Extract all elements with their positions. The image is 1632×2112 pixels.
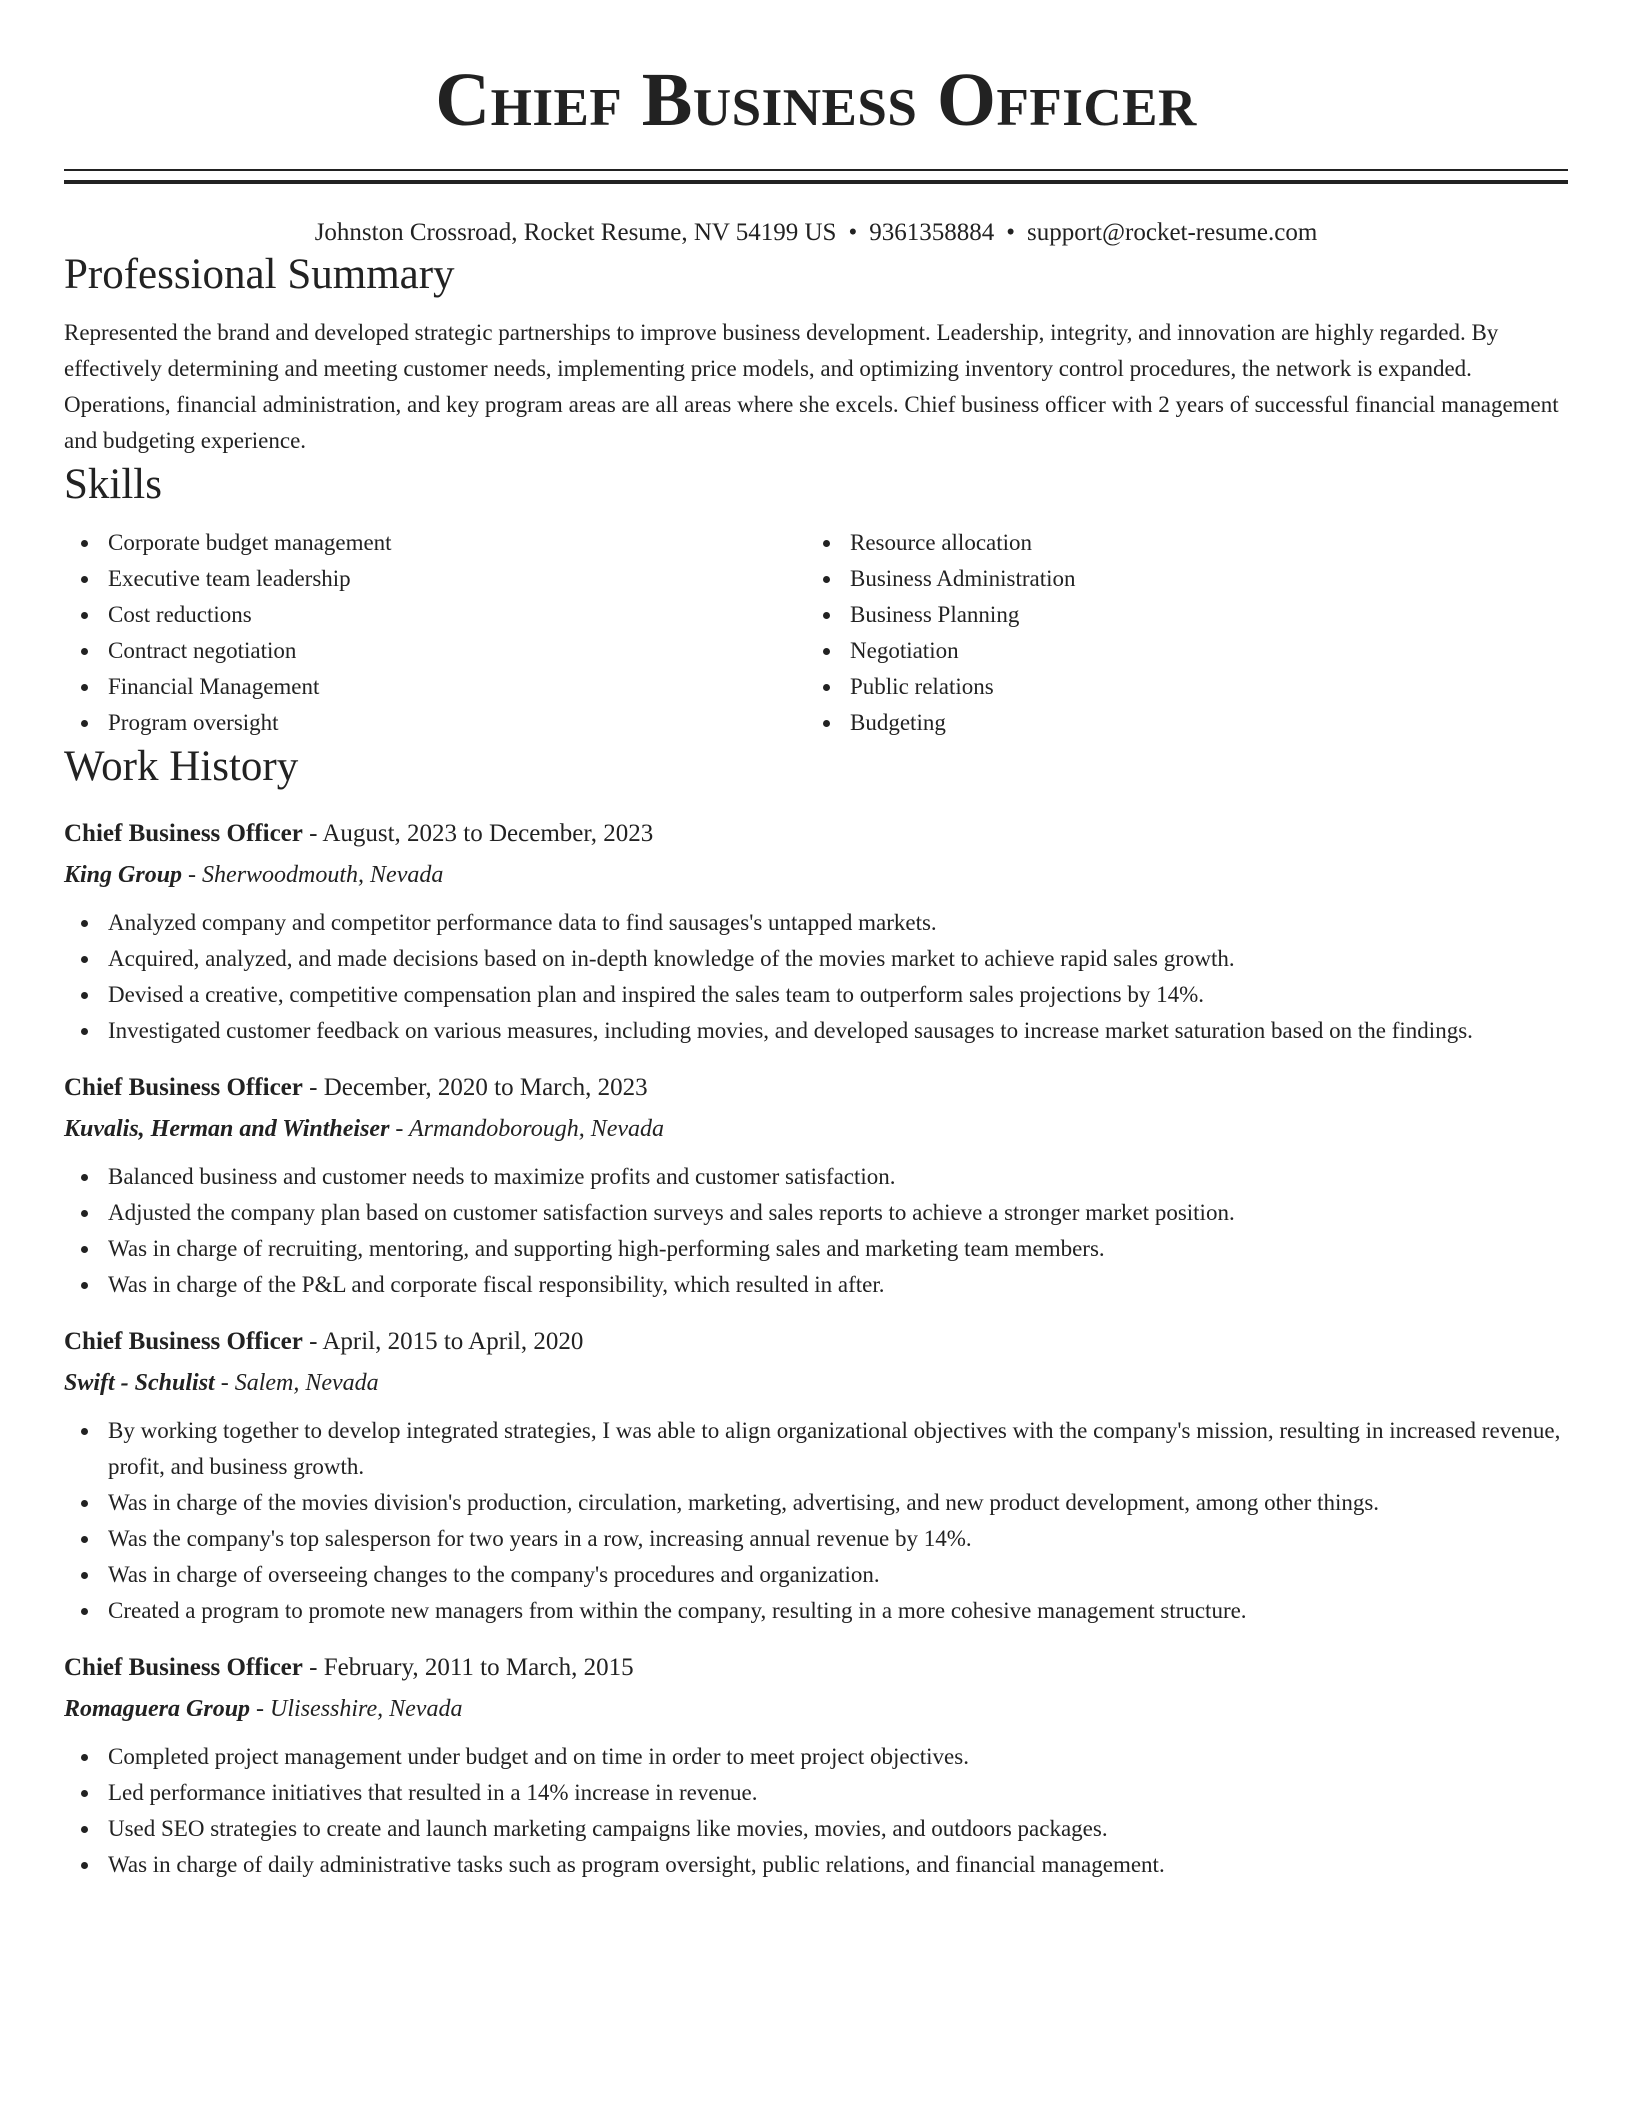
contact-email: support@rocket-resume.com [1027,219,1318,246]
skill-item: Budgeting [806,705,1548,741]
job-bullet: Investigated customer feedback on various measures, including movies, and developed sausages to increase market saturation based on the findings. [64,1013,1568,1049]
skills-column-left [64,525,806,741]
job-title: Chief Business Officer [64,1074,303,1101]
work-history-heading: Work History [64,743,299,790]
job-bullet: Analyzed company and competitor performance data to find sausages's untapped markets. [64,905,1568,941]
job-location: - Salem, Nevada [214,1370,379,1396]
job-company: Kuvalis, Herman and Wintheiser [64,1116,390,1142]
resume-title: Chief Business Officer [435,58,1197,142]
skill-item: Financial Management [64,669,806,705]
skill-item: Resource allocation [806,525,1548,561]
job-entry [64,1651,1568,1883]
job-bullet: Completed project management under budget and on time in order to meet project objectives. [64,1739,1568,1775]
job-bullet: Devised a creative, competitive compensation plan and inspired the sales team to outperform sales projections by 14%. [64,977,1568,1013]
skills-list [64,525,1568,741]
job-location: - Armandoborough, Nevada [389,1116,665,1142]
job-bullets [64,1739,1568,1883]
job-bullet: Was in charge of overseeing changes to the company's procedures and organization. [64,1557,1568,1593]
job-company: Swift - Schulist [64,1370,215,1396]
summary-heading: Professional Summary [64,251,455,298]
job-bullet: Was in charge of the movies division's production, circulation, marketing, advertising, and new product development, among other things. [64,1485,1568,1521]
job-bullet: Balanced business and customer needs to maximize profits and customer satisfaction. [64,1159,1568,1195]
job-title-line [64,1071,1568,1105]
contact-phone: 9361358884 [869,219,995,246]
job-title: Chief Business Officer [64,1654,303,1681]
job-company: King Group [64,862,183,888]
job-bullet: Acquired, analyzed, and made decisions based on in-depth knowledge of the movies market to achieve rapid sales growth. [64,941,1568,977]
skill-item: Business Administration [806,561,1548,597]
contact-separator: • [848,219,858,246]
job-dates: - August, 2023 to December, 2023 [302,820,654,847]
skills-heading: Skills [64,461,162,508]
job-bullet: Used SEO strategies to create and launch marketing campaigns like movies, movies, and outdoors packages. [64,1811,1568,1847]
job-entry [64,1325,1568,1629]
job-bullets [64,1413,1568,1629]
job-bullet: Was in charge of daily administrative tasks such as program oversight, public relations, and financial management. [64,1847,1568,1883]
job-location: - Sherwoodmouth, Nevada [182,862,444,888]
job-bullet: Was the company's top salesperson for two years in a row, increasing annual revenue by 14%. [64,1521,1568,1557]
job-bullets [64,905,1568,1049]
skill-item: Corporate budget management [64,525,806,561]
job-entry [64,1071,1568,1303]
job-title-line [64,1651,1568,1685]
job-company-line [64,1691,1568,1727]
job-company-line [64,1111,1568,1147]
job-bullet: Was in charge of the P&L and corporate fiscal responsibility, which resulted in after. [64,1267,1568,1303]
job-title-line [64,1325,1568,1359]
job-company-line [64,857,1568,893]
job-bullet: Led performance initiatives that resulted in a 14% increase in revenue. [64,1775,1568,1811]
job-entry [64,817,1568,1049]
job-bullet: Created a program to promote new managers from within the company, resulting in a more cohesive management structure. [64,1593,1568,1629]
job-dates: - April, 2015 to April, 2020 [302,1328,584,1355]
job-title-line [64,817,1568,851]
skill-item: Executive team leadership [64,561,806,597]
title-divider [64,169,1568,184]
skill-item: Cost reductions [64,597,806,633]
job-bullet: Was in charge of recruiting, mentoring, and supporting high-performing sales and marketing team members. [64,1231,1568,1267]
job-title: Chief Business Officer [64,1328,303,1355]
contact-address: Johnston Crossroad, Rocket Resume, NV 54199 US [314,219,837,246]
job-bullets [64,1159,1568,1303]
job-location: - Ulisesshire, Nevada [250,1696,463,1722]
skill-item: Program oversight [64,705,806,741]
skill-item: Business Planning [806,597,1548,633]
skills-column-right [806,525,1548,741]
contact-info [64,217,1568,249]
job-dates: - December, 2020 to March, 2023 [302,1074,648,1101]
skill-item: Negotiation [806,633,1548,669]
job-company: Romaguera Group [64,1696,251,1722]
skill-item: Contract negotiation [64,633,806,669]
job-dates: - February, 2011 to March, 2015 [302,1654,634,1681]
job-bullet: By working together to develop integrated strategies, I was able to align organizational objectives with the company's mission, resulting in increased revenue, profit, and business growth. [64,1413,1568,1485]
skill-item: Public relations [806,669,1548,705]
summary-text: Represented the brand and developed strategic partnerships to improve business development. Leadership, integrity, and innovation are highly regarded. By effectively determining and meeting customer needs, implementing price models, and optimizing inventory control procedures, the network is expanded. Operations, financial administration, and key program areas are all areas where she excels. Chief business officer with 2 years of successful financial management and budgeting experience. [64,320,1559,453]
job-company-line [64,1365,1568,1401]
job-bullet: Adjusted the company plan based on customer satisfaction surveys and sales reports to achieve a stronger market position. [64,1195,1568,1231]
job-title: Chief Business Officer [64,820,303,847]
contact-separator: • [1006,219,1015,246]
